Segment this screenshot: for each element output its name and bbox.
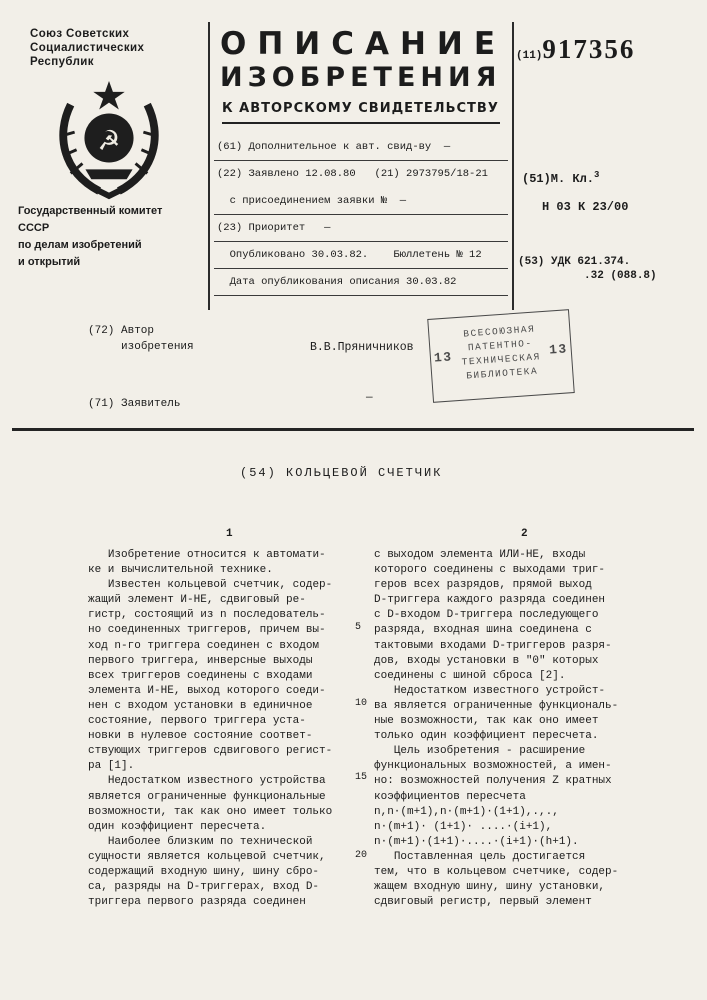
field-61: (61) Дополнительное к авт. свид-ву — <box>214 134 508 161</box>
line-number-10: 10 <box>355 698 368 709</box>
stamp-number-right: 13 <box>548 341 569 358</box>
stamp-text: ВСЕСОЮЗНАЯ ПАТЕНТНО- ТЕХНИЧЕСКАЯ БИБЛИОТЕКА <box>461 323 542 382</box>
ipc-class-superscript: 3 <box>594 170 600 180</box>
line-number-15: 15 <box>355 772 368 783</box>
masthead-title-line2: ИЗОБРЕТЕНИЯ <box>220 62 502 93</box>
publisher-union-name: Союз Советских Социалистических Республик <box>30 28 145 68</box>
stamp-number-left: 13 <box>433 349 454 366</box>
document-number-value: 917356 <box>542 34 636 64</box>
publisher-committee: Государственный комитет СССР по делам изобретений и открытий <box>18 205 163 268</box>
section-separator-line <box>12 428 694 431</box>
masthead-title-line1: ОПИСАНИЕ <box>220 26 507 62</box>
ipc-class-value: Н 03 К 23/00 <box>542 200 629 214</box>
line-number-20: 20 <box>355 850 368 861</box>
field-22-21: (22) Заявлено 12.08.80 (21) 2973795/18-21 <box>217 168 488 180</box>
bibliographic-fields <box>214 134 508 296</box>
invention-title: (54) КОЛЬЦЕВОЙ СЧЕТЧИК <box>240 466 443 480</box>
field-publication-date: Дата опубликования описания 30.03.82 <box>214 269 508 296</box>
soviet-emblem-icon <box>54 76 164 200</box>
divider-vertical-left <box>208 22 210 310</box>
divider-vertical-right <box>512 22 514 310</box>
document-number-label: (11) <box>516 50 543 62</box>
column-2-header: 2 <box>521 528 528 540</box>
field-published: Опубликовано 30.03.82. Бюллетень № 12 <box>214 242 508 269</box>
applicant-dash: — <box>366 392 373 404</box>
body-text-left-column: Изобретение относится к автомати- ке и вычислительной технике. Известен кольцевой счетчик, содер- жащий элемент И-НЕ, сдвиговый ре- гистр, состоящий из n последователь- но соединенных триггеров, причем вы- ход n-го триггера соединен с входом первого триггера, инверсные выходы всех триггеров соединены с входами элемента И-НЕ, выход которого соеди- нен с входом установки в единичное состояние, первого триггера уста- новки в нулевое состояние соответ- ствующих триггеров сдвигового регист- ра [1]. Недостатком известного устройства является ограниченные функциональные возможности, так как оно имеет только один коэффициент пересчета. Наиболее близким по технической сущности является кольцевой счетчик, содержащий входную шину, шину сбро- са, разряды на D-триггерах, вход D- триггера первого разряда соединен <box>88 549 333 909</box>
ipc-class-label: (51)М. Кл.$^3$ <box>522 170 600 186</box>
line-number-5: 5 <box>355 622 362 633</box>
svg-text:☭: ☭ <box>99 124 119 160</box>
udk-code: (53) УДК 621.374. .32 (088.8) <box>518 256 657 282</box>
library-stamp <box>427 309 575 403</box>
body-text-right-column: с выходом элемента ИЛИ-НЕ, входы которого соединены с выходами триг- геров всех разрядов, прямой выход D-триггера каждого разряда соединен с D-входом D-триггера последующего разряда, входная шина соединена с тактовыми входами D-триггеров разря- дов, входы установки в "0" которых соединены с шиной сброса [2]. Недостатком известного устройст- ва является ограниченные функциональ- ные возможности, так как оно имеет только один коэффициент пересчета. Цель изобретения - расширение функциональных возможностей, а имен- но: возможностей получения Z кратных коэффициентов пересчета n,n·(m+1),n·(m+1)·(1+1),.,., n·(m+1)· (1+1)· ....·(i+1), n·(m+1)·(1+1)·....·(i+1)·(h+1). Поставленная цель достигается тем, что в кольцевом счетчике, содер- жащем входную шину, шину установки, сдвиговый регистр, первый элемент <box>374 549 619 909</box>
document-number <box>516 34 635 65</box>
masthead-subtitle: К АВТОРСКОМУ СВИДЕТЕЛЬСТВУ <box>222 101 500 124</box>
field-attachment: с присоединением заявки № — <box>214 188 508 215</box>
applicant-field-label: (71) Заявитель <box>88 398 181 410</box>
column-1-header: 1 <box>226 528 233 540</box>
field-23-priority: (23) Приоритет — <box>214 215 508 242</box>
author-name: В.В.Пряничников <box>310 341 414 354</box>
author-field-label: (72) Автор изобретения <box>88 325 194 353</box>
